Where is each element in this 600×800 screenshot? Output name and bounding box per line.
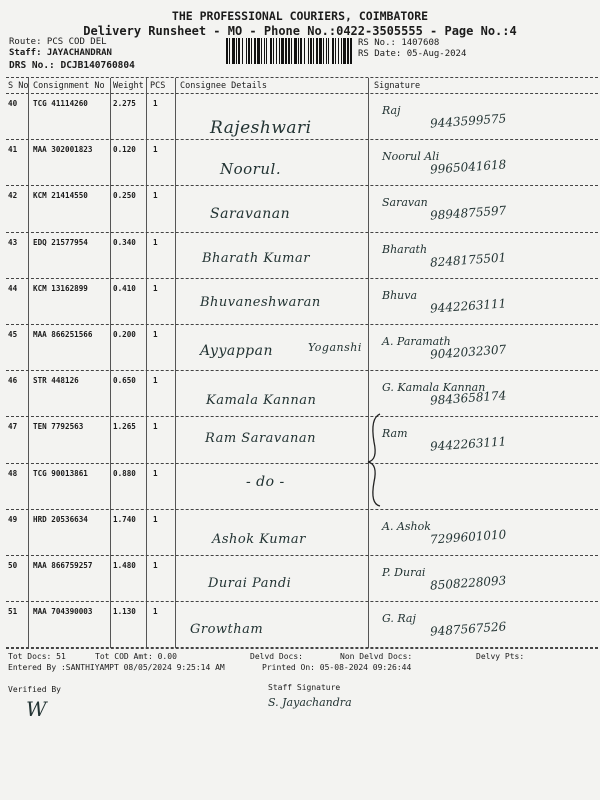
col-signature: Signature [374, 81, 421, 91]
table-row [0, 510, 600, 556]
row-phone: 9843658174 [429, 388, 507, 408]
row-pcs: 1 [153, 376, 158, 386]
row-phone: 9442263111 [429, 434, 507, 455]
row-consignment-no: TEN 7792563 [33, 422, 84, 432]
row-consignee-name: Durai Pandi [208, 576, 292, 591]
row-pcs: 1 [153, 145, 158, 155]
row-sno: 50 [8, 561, 18, 570]
row-consignee-name: Saravanan [210, 206, 291, 223]
row-signature: Bhuva [382, 288, 418, 302]
row-consignment-no: MAA 704390003 [33, 607, 93, 617]
row-weight: 0.120 [113, 145, 136, 155]
row-signature: Noorul Ali [382, 150, 440, 164]
delivery-points: Delvy Pts: [476, 652, 525, 661]
table-row [0, 233, 600, 279]
col-pcs: PCS [150, 81, 166, 91]
table-top-rule [6, 77, 598, 78]
row-consignee-name: Ram Saravanan [205, 431, 317, 447]
row-consignee-name: Growtham [190, 622, 264, 638]
drs-label: DRS No.: DCJB140760804 [9, 60, 135, 71]
row-phone: 9965041618 [429, 157, 507, 177]
row-weight: 0.200 [113, 330, 136, 339]
row-sno: 51 [8, 607, 18, 617]
row-sno: 49 [8, 514, 18, 524]
printed-on: Printed On: 05-08-2024 09:26:44 [262, 663, 412, 672]
verified-by-label: Verified By [8, 685, 61, 694]
table-row [0, 279, 600, 325]
row-signature: P. Durai [382, 566, 426, 579]
row-weight: 1.740 [113, 514, 136, 524]
verified-by-signature: W [26, 697, 47, 721]
row-pcs: 1 [153, 514, 158, 524]
col-consignment: Consignment No [33, 81, 105, 91]
row-pcs: 1 [153, 468, 158, 478]
table-row [0, 602, 600, 648]
staff-label: Staff: JAYACHANDRAN [9, 48, 112, 58]
table-row [0, 94, 600, 140]
bracket-mark [366, 412, 386, 508]
entered-by: Entered By :SANTHIYAMPT 08/05/2024 9:25:14 AM [8, 663, 225, 672]
row-sno: 48 [8, 468, 18, 478]
delivered-docs: Delvd Docs: [250, 652, 303, 661]
table-row [0, 186, 600, 232]
row-consignment-no: TCG 41114260 [33, 99, 88, 108]
row-signature: A. Paramath [382, 335, 451, 348]
row-consignee-name: Ashok Kumar [212, 531, 306, 547]
table-row [0, 325, 600, 371]
row-consignment-no: MAA 866251566 [33, 330, 93, 339]
row-pcs: 1 [153, 283, 158, 293]
row-weight: 0.410 [113, 283, 136, 293]
row-signature: G. Kamala Kannan [382, 381, 486, 395]
table-row [0, 464, 600, 510]
col-weight: Weight [113, 81, 144, 91]
row-weight: 0.650 [113, 376, 136, 386]
row-signature: Raj [382, 104, 401, 117]
row-weight: 1.480 [113, 561, 136, 570]
row-sno: 41 [8, 145, 18, 155]
barcode [226, 38, 354, 64]
row-pcs: 1 [153, 330, 158, 339]
row-consignment-no: KCM 13162899 [33, 283, 88, 293]
row-consignee-extra: Yoganshi [308, 341, 362, 354]
company-title: THE PROFESSIONAL COURIERS, COIMBATORE [171, 9, 429, 23]
row-phone: 8508228093 [429, 573, 507, 593]
table-row [0, 371, 600, 417]
row-pcs: 1 [153, 422, 158, 432]
row-consignment-no: TCG 90013861 [33, 468, 88, 478]
row-phone: 8248175501 [429, 249, 507, 270]
row-weight: 1.130 [113, 607, 136, 617]
table-row [0, 140, 600, 186]
row-phone: 9487567526 [429, 619, 507, 639]
runsheet-title: Delivery Runsheet - MO - Phone No.:0422-3505555 - Page No.:4 [83, 24, 517, 38]
row-pcs: 1 [153, 561, 158, 570]
row-sno: 42 [8, 191, 18, 201]
row-signature: Ram [382, 427, 408, 441]
row-consignee-name: Bhuvaneshwaran [200, 294, 321, 310]
table-row [0, 417, 600, 463]
staff-signature-label: Staff Signature [268, 683, 341, 692]
row-signature: Saravan [382, 196, 428, 210]
row-weight: 0.880 [113, 468, 136, 478]
col-consignee: Consignee Details [180, 81, 267, 91]
total-docs: Tot Docs: 51 [8, 652, 66, 661]
row-phone: 9443599575 [429, 111, 507, 131]
row-consignment-no: EDQ 21577954 [33, 237, 88, 247]
row-consignee-name: Rajeshwari [210, 118, 312, 138]
row-sno: 45 [8, 330, 18, 339]
table-bottom-rule [6, 648, 598, 649]
row-pcs: 1 [153, 237, 158, 247]
row-weight: 0.250 [113, 191, 136, 201]
row-consignee-name: - do - [246, 473, 285, 490]
row-weight: 1.265 [113, 422, 136, 432]
row-consignee-name: Ayyappan [200, 343, 273, 359]
row-consignment-no: KCM 21414550 [33, 191, 88, 201]
row-pcs: 1 [153, 607, 158, 617]
row-signature: A. Ashok [382, 519, 431, 533]
row-sno: 44 [8, 283, 18, 293]
row-consignment-no: MAA 302001823 [33, 145, 93, 155]
row-sno: 46 [8, 376, 18, 386]
row-signature: G. Raj [382, 612, 416, 626]
route-label: Route: PCS COD DEL [9, 37, 107, 47]
row-consignment-no: STR 448126 [33, 376, 79, 386]
total-cod-amount: Tot COD Amt: 0.00 [95, 652, 177, 661]
row-phone: 7299601010 [429, 527, 507, 547]
row-consignee-name: Noorul. [220, 160, 282, 179]
row-weight: 0.340 [113, 237, 136, 247]
row-consignee-name: Kamala Kannan [206, 393, 317, 409]
col-sno: S No [8, 81, 29, 91]
row-signature: Bharath [382, 242, 428, 256]
row-weight: 2.275 [113, 99, 136, 108]
row-consignee-name: Bharath Kumar [202, 250, 310, 266]
non-delivered-docs: Non Delvd Docs: [340, 652, 413, 661]
rs-date: RS Date: 05-Aug-2024 [358, 49, 467, 59]
row-phone: 9042032307 [429, 342, 507, 362]
row-pcs: 1 [153, 99, 158, 108]
table-row [0, 556, 600, 602]
row-phone: 9442263111 [429, 296, 507, 316]
row-sno: 47 [8, 422, 18, 432]
row-consignment-no: MAA 866759257 [33, 561, 93, 570]
row-sno: 43 [8, 237, 18, 247]
row-pcs: 1 [153, 191, 158, 201]
row-consignment-no: HRD 20536634 [33, 514, 88, 524]
rs-number: RS No.: 1407608 [358, 38, 440, 48]
row-sno: 40 [8, 99, 18, 108]
row-phone: 9894875597 [429, 203, 507, 224]
staff-signature: S. Jayachandra [268, 696, 352, 709]
